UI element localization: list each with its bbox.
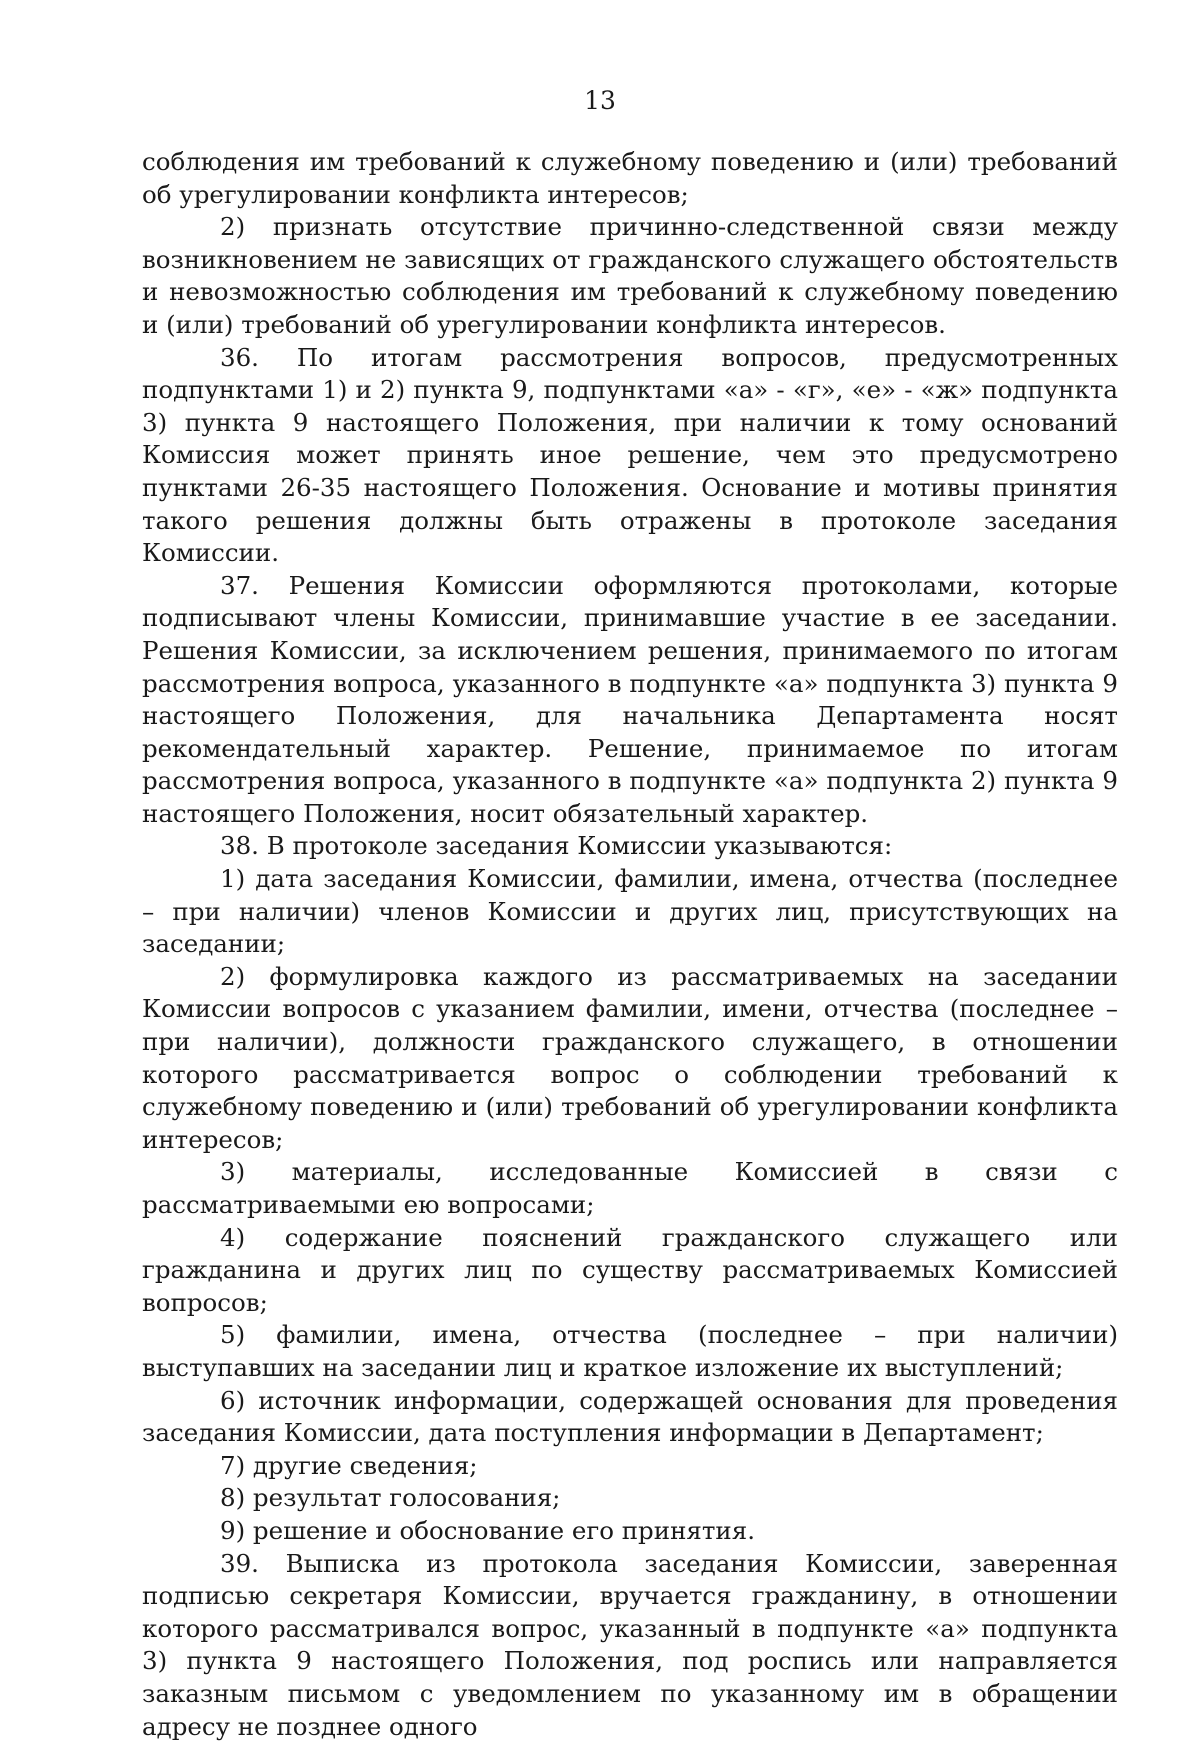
paragraph-37: 37. Решения Комиссии оформляются протоколами, которые подписывают члены Комиссии, принимавшие участие в ее заседании. Решения Комиссии, за исключением решения, принимаемого по итогам рассмотрения вопроса, указанного в подпункте «а» подпункта 3) пункта 9 настоящего Положения, для начальника Департамента носят рекомендательный характер. Решение, принимаемое по итогам рассмотрения вопроса, указанного в подпункте «а» подпункта 2) пункта 9 настоящего Положения, носит обязательный характер. (142, 570, 1118, 828)
paragraph-item-2: 2) признать отсутствие причинно-следственной связи между возникновением не зависящих от гражданского служащего обстоятельств и невозможностью соблюдения им требований к служебному поведению и (или) требований об урегулировании конфликта интересов. (142, 212, 1118, 339)
paragraph-continuation: соблюдения им требований к служебному поведению и (или) требований об урегулировании конфликта интересов; (142, 147, 1118, 209)
paragraph-38-item-7: 7) другие сведения; (220, 1450, 478, 1480)
paragraph-38-item-1: 1) дата заседания Комиссии, фамилии, имена, отчества (последнее – при наличии) членов Комиссии и других лиц, присутствующих на заседании; (142, 864, 1118, 959)
paragraph-38-item-5: 5) фамилии, имена, отчества (последнее – при наличии) выступавших на заседании лиц и краткое изложение их выступлений; (142, 1320, 1118, 1382)
paragraph-38-item-8: 8) результат голосования; (220, 1483, 561, 1513)
paragraph-38: 38. В протоколе заседания Комиссии указываются: (220, 831, 893, 861)
paragraph-38-item-3: 3) материалы, исследованные Комиссией в связи с рассматриваемыми ею вопросами; (142, 1157, 1118, 1219)
document-body (142, 146, 1118, 1743)
paragraph-38-item-4: 4) содержание пояснений гражданского служащего или гражданина и других лиц по существу рассматриваемых Комиссией вопросов; (142, 1222, 1118, 1317)
paragraph-36: 36. По итогам рассмотрения вопросов, предусмотренных подпунктами 1) и 2) пункта 9, подпунктами «а» - «г», «е» - «ж» подпункта 3) пункта 9 настоящего Положения, при наличии к тому оснований Комиссия может принять иное решение, чем это предусмотрено пунктами 26-35 настоящего Положения. Основание и мотивы принятия такого решения должны быть отражены в протоколе заседания Комиссии. (142, 342, 1118, 568)
paragraph-39: 39. Выписка из протокола заседания Комиссии, заверенная подписью секретаря Комиссии, вручается гражданину, в отношении которого рассматривался вопрос, указанный в подпункте «а» подпункта 3) пункта 9 настоящего Положения, под роспись или направляется заказным письмом с уведомлением по указанному им в обращении адресу не позднее одного (142, 1548, 1118, 1741)
paragraph-38-item-2: 2) формулировка каждого из рассматриваемых на заседании Комиссии вопросов с указанием фамилии, имени, отчества (последнее – при наличии), должности гражданского служащего, в отношении которого рассматривается вопрос о соблюдении требований к служебному поведению и (или) требований об урегулировании конфликта интересов; (142, 961, 1118, 1154)
page-number: 13 (584, 86, 616, 115)
paragraph-38-item-9: 9) решение и обоснование его принятия. (220, 1515, 755, 1545)
paragraph-38-item-6: 6) источник информации, содержащей основания для проведения заседания Комиссии, дата поступления информации в Департамент; (142, 1385, 1118, 1448)
